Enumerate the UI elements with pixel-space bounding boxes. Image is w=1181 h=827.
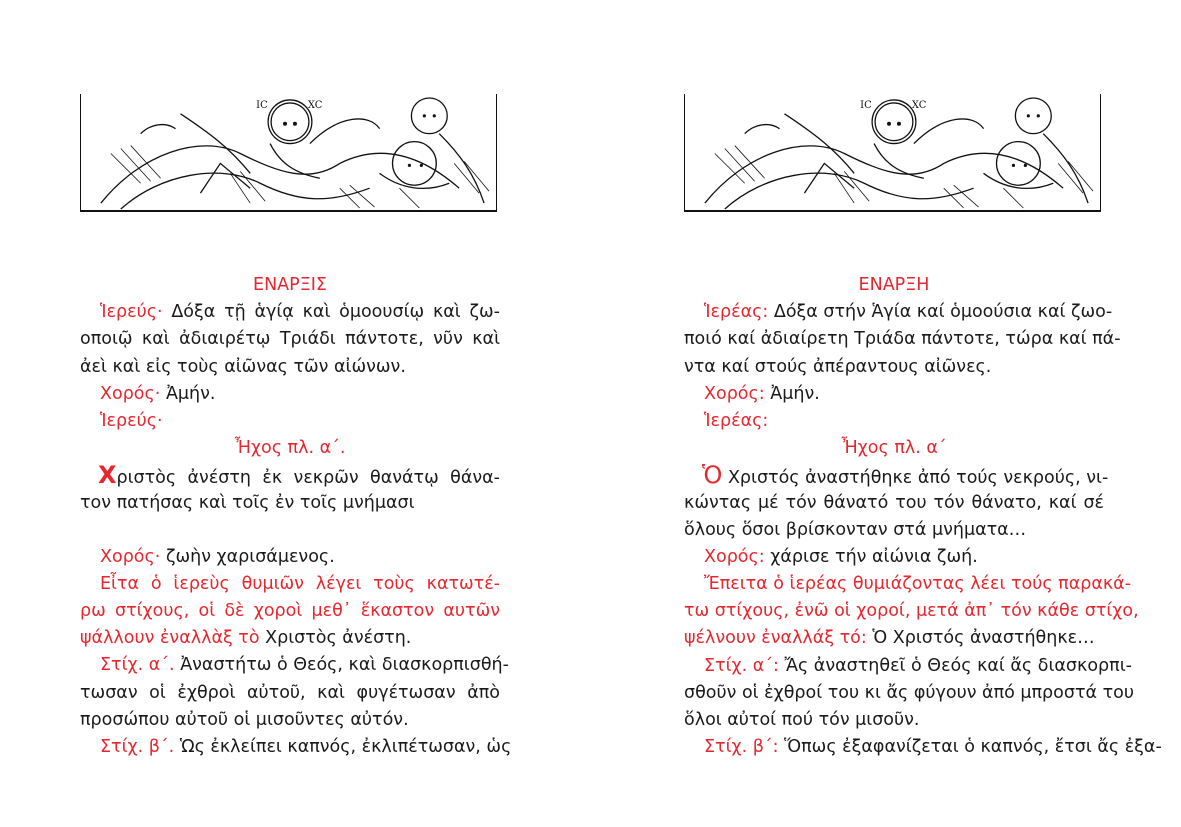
text-line: ὅλους ὅσοι βρίσκονταν στά μνήματα… xyxy=(684,519,1027,540)
text-line: σθοῦν οἱ ἐχθροί του κι ἄς φύγουν ἀπό μπροστά του xyxy=(684,682,1134,703)
rubric-line: Εἶτα ὁ ἱερεὺς θυμιῶν λέγει τοὺς κατωτέ- xyxy=(100,573,500,594)
priest-label: Ἱερεύς· xyxy=(100,410,163,431)
text-line: ἀεὶ καὶ εἰς τοὺς αἰῶνας τῶν αἰώνων. xyxy=(80,356,406,377)
text-line: ντα καί στούς ἀπέραντους αἰῶνες. xyxy=(684,356,992,377)
drop-cap: Ὁ xyxy=(702,461,723,490)
resurrection-icon-illustration xyxy=(80,94,497,212)
text-line: τωσαν οἱ ἐχθροὶ αὐτοῦ, καὶ φυγέτωσαν ἀπὸ xyxy=(80,682,500,703)
tone-heading: Ἦχος πλ. α΄. xyxy=(234,438,346,459)
illustration-drawing xyxy=(81,94,496,211)
verse-line: Στίχ. β΄. Ὡς ἐκλείπει καπνός, ἐκλιπέτωσαν, ὡς xyxy=(100,737,512,757)
tone-heading: Ἦχος πλ. α΄ xyxy=(841,438,947,459)
xc-label: XC xyxy=(911,99,927,111)
choir-line: Χορός· Ἀμήν. xyxy=(100,383,216,404)
text-line: προσώπου αὐτοῦ οἱ μισοῦντες αὐτόν. xyxy=(80,709,409,730)
priest-label: Ἱερέας: xyxy=(704,410,769,431)
illustration-drawing xyxy=(685,94,1100,211)
rubric-line: Ἔπειτα ὁ ἱερέας θυμιάζοντας λέει τούς παρακά- xyxy=(704,574,1132,595)
text-line: ὅλοι αὐτοί πού τόν μισοῦν. xyxy=(684,710,920,730)
right-text-block xyxy=(684,272,1162,761)
rubric-line: τω στίχους, ἐνῶ οἱ χοροί, μετά ἀπ᾽ τόν κάθε στίχο, xyxy=(684,601,1139,622)
choir-line: Χορός: χάρισε τήν αἰώνια ζωή. xyxy=(704,546,978,567)
xc-label: XC xyxy=(307,99,323,111)
priest-line: Ἱερέας: Δόξα στήν Ἁγία καί ὁμοούσια καί ζωο- xyxy=(704,302,1113,323)
text-line: ποιό καί ἀδιαίρετη Τριάδα πάντοτε, τώρα καί πά- xyxy=(684,329,1121,350)
text-line: τον πατήσας καὶ τοῖς ἐν τοῖς μνήμασι xyxy=(80,492,415,513)
text-line: οποιῷ καὶ ἀδιαιρέτῳ Τριάδι πάντοτε, νῦν καὶ xyxy=(80,329,500,350)
drop-cap: Χ xyxy=(98,461,117,490)
choir-line: Χορός· ζωὴν χαρισάμενος. xyxy=(100,546,335,567)
verse-line: Στίχ. α΄. Ἀναστήτω ὁ Θεός, καὶ διασκορπισθή- xyxy=(100,655,509,676)
hymn-line: Ὁ Χριστός ἀναστήθηκε ἀπό τούς νεκρούς, νι- xyxy=(702,461,1109,490)
rubric-line: ψάλλουν ἐναλλὰξ τὸ Χριστὸς ἀνέστη. xyxy=(80,628,412,649)
heading: ΕΝΑΡΞΙΣ xyxy=(253,275,327,295)
heading: ΕΝΑΡΞΗ xyxy=(858,275,930,295)
spacer xyxy=(80,517,500,544)
verse-line: Στίχ. β΄: Ὅπως ἐξαφανίζεται ὁ καπνός, ἔτσι ἄς ἐξα- xyxy=(704,737,1162,758)
ic-label: IC xyxy=(860,99,872,111)
left-text-block xyxy=(80,272,512,761)
choir-line: Χορός: Ἀμήν. xyxy=(704,383,820,404)
resurrection-icon-illustration xyxy=(684,94,1101,212)
hymn-line: Χριστὸς ἀνέστη ἐκ νεκρῶν θανάτῳ θάνα- xyxy=(98,461,500,490)
priest-line: Ἱερεύς· Δόξα τῇ ἁγίᾳ καὶ ὁμοουσίῳ καὶ ζω- xyxy=(100,302,500,323)
text-line: κώντας μέ τόν θάνατό του τόν θάνατο, καί σέ xyxy=(684,492,1104,513)
rubric-line: ψέλνουν ἐναλλάξ τό: Ὁ Χριστός ἀναστήθηκε… xyxy=(684,628,1095,649)
verse-line: Στίχ. α΄: Ἄς ἀναστηθεῖ ὁ Θεός καί ἄς διασκορπι- xyxy=(704,655,1132,676)
rubric-line: ρω στίχους, οἱ δὲ χοροὶ μεθ᾽ ἕκαστον αυτῶν xyxy=(80,601,500,622)
ic-label: IC xyxy=(256,99,268,111)
